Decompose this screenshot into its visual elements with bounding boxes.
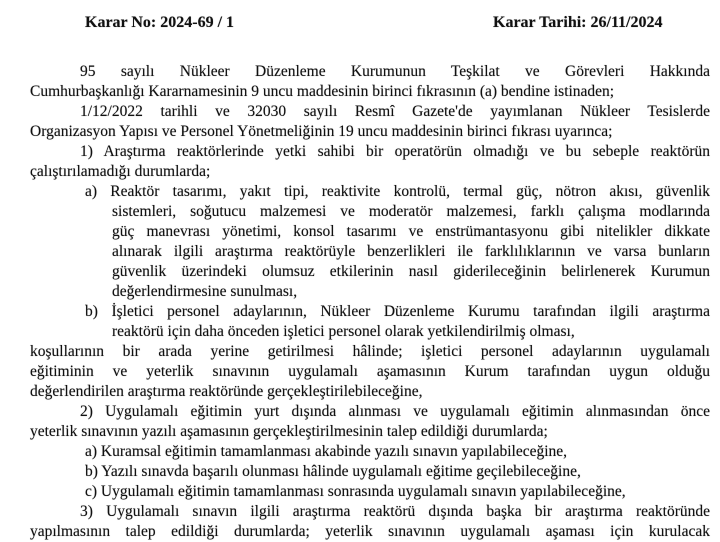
document-line: c) Uygulamalı eğitimin tamamlanması sonrasında uygulamalı sınavın yapılabileceğine, [85, 483, 626, 500]
document-line: 2) Uygulamalı eğitimin yurt dışında alınması ve uygulamalı eğitimin alınmasından önce [80, 403, 710, 420]
document-body [30, 62, 710, 542]
document-line: 3) Uygulamalı sınavın ilgili araştırma reaktörü dışında başka bir araştırma reaktöründe [80, 503, 710, 520]
document-line: reaktörü için daha önceden işletici personel olarak yetkilendirilmiş olması, [112, 323, 575, 340]
document-line: değerlendirilen araştırma reaktöründe gerçekleştirilebileceğine, [30, 383, 423, 400]
document-line: sistemleri, soğutucu malzemesi ve moderatör malzemesi, farklı çalışma modlarında [112, 203, 710, 220]
document-line: 95 sayılı Nükleer Düzenleme Kurumunun Teşkilat ve Görevleri Hakkında [80, 63, 710, 80]
document-line: Organizasyon Yapısı ve Personel Yönetmeliğinin 19 uncu maddesinin birinci fıkrası uyarınca; [30, 123, 613, 140]
document-line: güvenlik üzerindeki olumsuz etkilerinin nasıl giderileceğinin belirlenerek Kurumun [112, 263, 710, 280]
document-line: eğitiminin ve yeterlik sınavının uygulamalı aşamasının Kurum tarafından uygun olduğu [30, 363, 710, 380]
document-line: b) İşletici personel adaylarının, Nükleer Düzenleme Kurumu tarafından ilgili araştırma [85, 303, 710, 320]
document-line: a) Reaktör tasarımı, yakıt tipi, reaktivite kontrolü, termal güç, nötron akısı, güvenlik [85, 183, 710, 200]
document-line: b) Yazılı sınavda başarılı olunması hâlinde uygulamalı eğitime geçilebileceğine, [85, 463, 581, 480]
document-line: güç manevrası yönetimi, konsol tasarımı ve enstrümantasyonu gibi nitelikler dikkate [112, 223, 710, 240]
document-line: yapılmasının talep edildiği durumlarda; yeterlik sınavının uygulamalı aşaması için kurulacak [30, 523, 710, 540]
decision-date: Karar Tarihi: 26/11/2024 [493, 14, 663, 31]
document-line: a) Kuramsal eğitimin tamamlanması akabinde yazılı sınavın yapılabileceğine, [85, 443, 568, 460]
document-line: koşullarının bir arada yerine getirilmesi hâlinde; işletici personel adaylarının uygulamalı [30, 343, 710, 360]
document-line: 1/12/2022 tarihli ve 32030 sayılı Resmî Gazete'de yayımlanan Nükleer Tesislerde [80, 103, 710, 120]
document-line: 1) Araştırma reaktörlerinde yetki sahibi bir operatörün olmadığı ve bu sebeple reaktörün [80, 143, 710, 160]
document-line: Cumhurbaşkanlığı Kararnamesinin 9 uncu maddesinin birinci fıkrasının (a) bendine istinaden; [30, 83, 615, 100]
decision-number: Karar No: 2024-69 / 1 [85, 14, 235, 31]
document-line: değerlendirmesine sunulması, [112, 283, 298, 300]
document-header [0, 14, 720, 38]
document-line: çalıştırılamadığı durumlarda; [30, 163, 211, 180]
document-line: yeterlik sınavının yazılı aşamasının gerçekleştirilmesinin talep edildiği durumlarda; [30, 423, 548, 440]
document-line: alınarak ilgili araştırma reaktörüyle benzerlikleri ile farklılıklarının ve varsa bunların [112, 243, 710, 260]
